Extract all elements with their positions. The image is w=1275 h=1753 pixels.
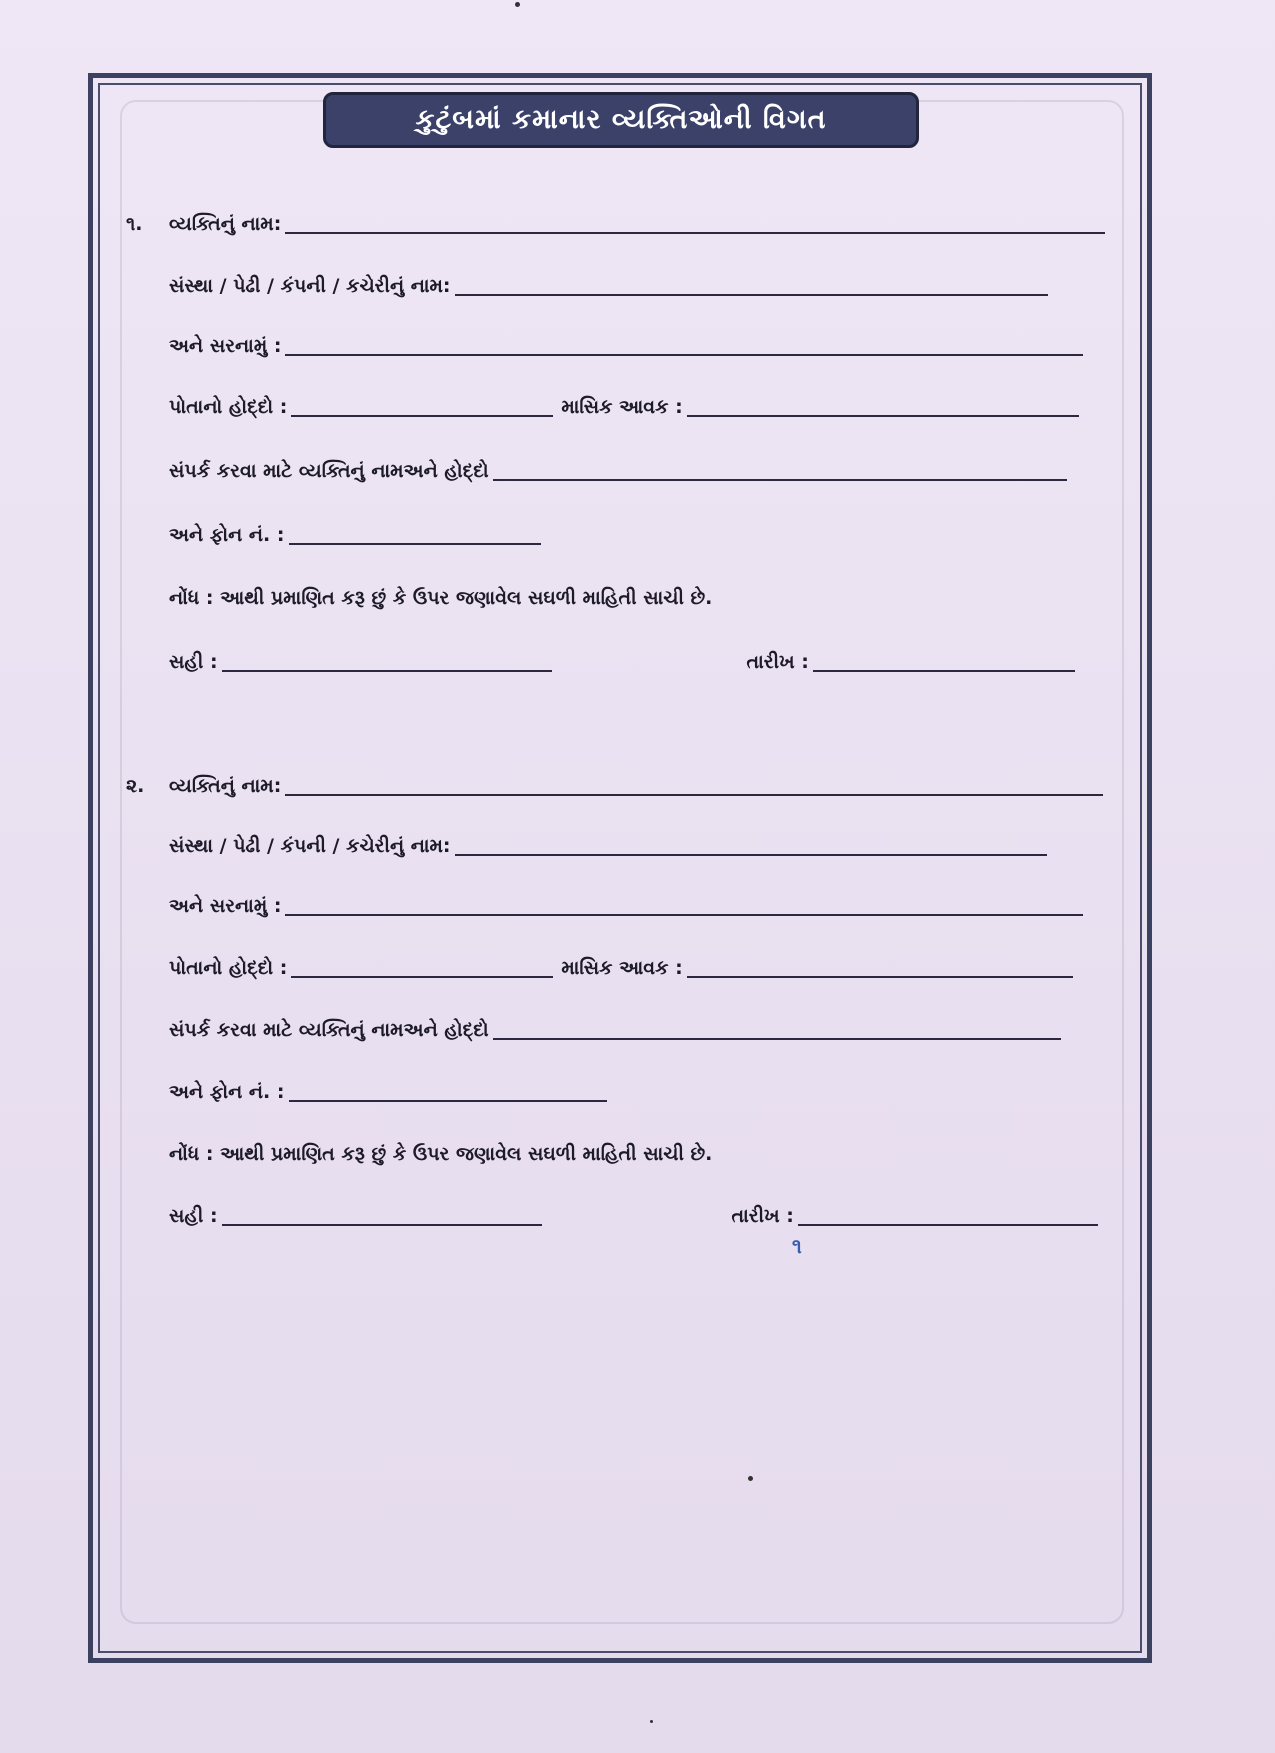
person-1-org-row xyxy=(169,270,1048,300)
income-label: માસિક આવક : xyxy=(561,957,683,979)
designation-label: પોતાનો હોદ્દો : xyxy=(169,957,288,979)
name-label: વ્યક્તિનું નામ: xyxy=(169,775,282,797)
person-1-address-row xyxy=(169,330,1083,360)
person-1-number: ૧. xyxy=(126,213,143,235)
person-1-name-row xyxy=(169,208,1105,238)
income-field[interactable] xyxy=(687,976,1073,978)
address-field[interactable] xyxy=(285,354,1083,356)
contact-label: સંપર્ક કરવા માટે વ્યક્તિનું નામઅને હોદ્દો xyxy=(169,460,489,482)
person-1-phone-row xyxy=(169,519,541,549)
person-2-org-row xyxy=(169,830,1047,860)
person-1-designation-row xyxy=(169,391,1079,421)
phone-field[interactable] xyxy=(289,543,541,545)
org-label: સંસ્થા / પેઢી / કંપની / કચેરીનું નામ: xyxy=(169,835,451,857)
date-label: તારીખ : xyxy=(746,651,809,673)
signature-field[interactable] xyxy=(222,1224,542,1226)
phone-label: અને ફોન નં. : xyxy=(169,524,285,546)
person-1-declaration-row xyxy=(169,582,712,612)
income-field[interactable] xyxy=(687,415,1079,417)
org-field[interactable] xyxy=(455,294,1048,296)
person-1-contact-row xyxy=(169,455,1067,485)
declaration-text: નોંધ : આથી પ્રમાણિત કરૂ છું કે ઉપર જણાવેલ સઘળી માહિતી સાચી છે. xyxy=(169,587,713,609)
person-2-declaration-row xyxy=(169,1138,712,1168)
form-title: કુટુંબમાં કમાનાર વ્યક્તિઓની વિગત xyxy=(415,104,827,135)
person-1-signature-row xyxy=(169,646,1075,676)
signature-label: સહી : xyxy=(169,651,218,673)
address-label: અને સરનામું : xyxy=(169,335,282,357)
date-label: તારીખ : xyxy=(731,1205,794,1227)
person-2-address-row xyxy=(169,890,1083,920)
income-label: માસિક આવક : xyxy=(561,396,683,418)
contact-field[interactable] xyxy=(493,479,1067,481)
name-label: વ્યક્તિનું નામ: xyxy=(169,213,282,235)
person-2-contact-row xyxy=(169,1014,1061,1044)
inner-border xyxy=(98,83,1142,1653)
date-field[interactable] xyxy=(813,670,1075,672)
title-banner xyxy=(323,92,919,148)
contact-label: સંપર્ક કરવા માટે વ્યક્તિનું નામઅને હોદ્દો xyxy=(169,1019,489,1041)
scan-speck xyxy=(650,1720,653,1723)
address-label: અને સરનામું : xyxy=(169,895,282,917)
date-field[interactable] xyxy=(798,1224,1098,1226)
scan-speck xyxy=(748,1476,753,1481)
name-field[interactable] xyxy=(285,794,1103,796)
phone-field[interactable] xyxy=(289,1100,607,1102)
signature-label: સહી : xyxy=(169,1205,218,1227)
designation-label: પોતાનો હોદ્દો : xyxy=(169,396,288,418)
person-2-signature-row xyxy=(169,1200,1098,1230)
phone-label: અને ફોન નં. : xyxy=(169,1081,285,1103)
person-2-designation-row xyxy=(169,952,1073,982)
address-field[interactable] xyxy=(285,914,1083,916)
org-label: સંસ્થા / પેઢી / કંપની / કચેરીનું નામ: xyxy=(169,275,451,297)
designation-field[interactable] xyxy=(291,415,553,417)
person-2-number: ૨. xyxy=(126,775,145,797)
contact-field[interactable] xyxy=(493,1038,1061,1040)
name-field[interactable] xyxy=(285,232,1105,234)
org-field[interactable] xyxy=(455,854,1047,856)
person-2-name-row xyxy=(169,770,1103,800)
signature-field[interactable] xyxy=(222,670,552,672)
person-2-phone-row xyxy=(169,1076,607,1106)
declaration-text: નોંધ : આથી પ્રમાણિત કરૂ છું કે ઉપર જણાવેલ સઘળી માહિતી સાચી છે. xyxy=(169,1143,713,1165)
designation-field[interactable] xyxy=(291,976,553,978)
page-number: ૧ xyxy=(792,1234,802,1258)
scan-speck xyxy=(515,2,520,7)
